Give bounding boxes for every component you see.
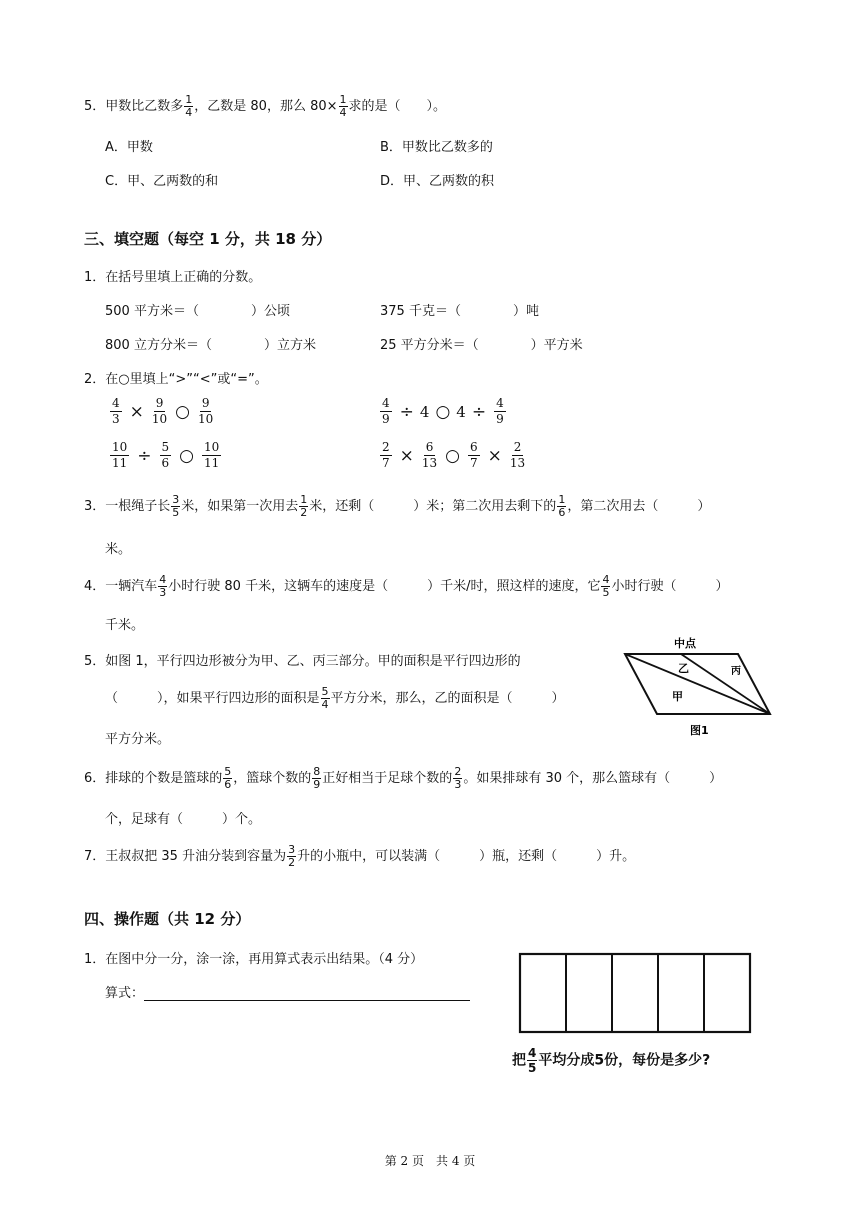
q5-choice-stem	[84, 94, 446, 119]
numerator: 3	[288, 843, 296, 856]
fill-q4	[84, 574, 728, 599]
times-sign: ×	[129, 401, 144, 422]
compare-1	[108, 396, 215, 427]
figure-label-jia: 甲	[672, 690, 683, 703]
fraction	[160, 440, 172, 471]
op-q1: 1．在图中分一分，涂一涂，再用算式表示出结果。（4 分）	[84, 952, 424, 967]
figure-label-bing: 丙	[731, 666, 741, 677]
q6-text-d: 。如果排球有 30 个，那么篮球有（ ）	[463, 771, 723, 786]
denominator: 10	[198, 412, 214, 426]
denominator: 7	[382, 456, 390, 470]
denominator: 9	[313, 778, 321, 791]
numerator: 9	[155, 396, 164, 410]
q4-text-b: 小时行驶 80 千米，这辆车的速度是（ ）千米/时，照这样的速度，它	[168, 579, 601, 594]
compare-circle[interactable]: ○	[179, 445, 195, 466]
q5-text-c: 求的是（ ）。	[348, 99, 447, 114]
q5-text-b: （ ），如果平行四边形的面积是	[105, 691, 320, 706]
numerator: 8	[313, 765, 321, 778]
fraction	[299, 494, 308, 519]
times-sign: ×	[399, 445, 414, 466]
compare-circle[interactable]: ○	[445, 445, 461, 466]
denominator: 5	[528, 1061, 537, 1075]
fraction	[152, 396, 167, 427]
option-a: A．甲数	[105, 140, 153, 155]
numerator: 4	[112, 396, 120, 410]
figure-caption: 图1	[690, 724, 709, 737]
numerator: 10	[204, 440, 220, 454]
q3-text-d: ，第二次用去（ ）	[567, 499, 711, 514]
denominator: 13	[421, 456, 438, 470]
numerator: 4	[496, 396, 504, 410]
numerator: 2	[382, 440, 390, 454]
fraction	[198, 396, 213, 427]
fill-q7	[84, 844, 635, 869]
denominator: 5	[602, 586, 610, 599]
fraction	[422, 440, 437, 471]
numerator: 3	[172, 493, 180, 506]
denominator: 5	[172, 506, 180, 519]
q3-text-e: 米。	[105, 542, 132, 557]
denominator: 10	[151, 412, 168, 426]
five-part-box[interactable]	[516, 950, 754, 1036]
numerator: 10	[112, 440, 128, 454]
numerator: 4	[528, 1046, 537, 1060]
fraction	[223, 766, 232, 791]
fill-q5	[105, 686, 565, 711]
fill-q6	[84, 766, 722, 791]
numerator: 6	[425, 440, 434, 454]
figure-label-midpoint: 中点	[674, 637, 696, 650]
box-outline	[520, 954, 750, 1032]
fill-q1-c: 800 立方分米＝（ ）立方米	[105, 338, 316, 353]
compare-circle[interactable]: ○	[435, 401, 451, 422]
numerator: 1	[185, 93, 193, 106]
divide-sign: ÷	[399, 401, 414, 422]
divide-sign: ÷	[471, 401, 487, 422]
denominator: 4	[185, 106, 193, 119]
caption-text-a: 把	[512, 1052, 526, 1069]
fraction	[184, 94, 193, 119]
fill-q1: 1．在括号里填上正确的分数。	[84, 270, 262, 285]
numerator: 5	[161, 440, 170, 454]
section-4-title: 四、操作题（共 12 分）	[84, 910, 251, 928]
section-3-title: 三、填空题（每空 1 分，共 18 分）	[84, 230, 332, 248]
denominator: 6	[558, 506, 566, 519]
numerator: 5	[224, 765, 232, 778]
answer-blank[interactable]	[144, 986, 470, 1001]
fraction	[494, 396, 506, 427]
q6-text-e: 个，足球有（ ）个。	[105, 812, 262, 827]
formula-label: 算式：	[105, 986, 145, 1001]
fill-q1-b: 375 千克＝（ ）吨	[380, 304, 539, 319]
q4-text-c: 小时行驶（ ）	[611, 579, 729, 594]
times-sign: ×	[487, 445, 502, 466]
numerator: 6	[470, 440, 478, 454]
numerator: 4	[602, 573, 610, 586]
caption-text-b: 平均分成5份，每份是多少?	[538, 1052, 711, 1069]
fill-q3	[84, 494, 710, 519]
q4-text-d: 千米。	[105, 618, 145, 633]
denominator: 2	[288, 856, 296, 869]
compare-circle[interactable]: ○	[175, 401, 191, 422]
denominator: 4	[321, 698, 329, 711]
numerator: 2	[513, 440, 522, 454]
divide-sign: ÷	[137, 445, 152, 466]
formula-line	[105, 982, 470, 1001]
numerator: 1	[339, 93, 347, 106]
fraction	[312, 766, 321, 791]
q5-text-c: 平方分米，那么，乙的面积是（ ）	[330, 691, 565, 706]
midpoint-line	[681, 654, 770, 714]
denominator: 3	[112, 412, 120, 426]
fraction	[557, 494, 566, 519]
fraction	[171, 494, 180, 519]
fraction	[110, 396, 122, 427]
q3-text-c: 米，还剩（ ）米；第二次用去剩下的	[309, 499, 557, 514]
fraction	[510, 440, 525, 471]
q3-text-a: 3．一根绳子长	[84, 499, 171, 514]
fraction	[380, 396, 392, 427]
q5-text-a: 5．如图 1，平行四边形被分为甲、乙、丙三部分。甲的面积是平行四边形的	[84, 654, 521, 669]
denominator: 9	[496, 412, 504, 426]
option-d: D．甲、乙两数的积	[380, 174, 495, 189]
denominator: 9	[382, 412, 390, 426]
denominator: 11	[112, 456, 128, 470]
fraction	[110, 440, 129, 471]
number: 4	[419, 402, 430, 421]
compare-4	[378, 440, 527, 471]
denominator: 13	[509, 456, 526, 470]
fraction	[202, 440, 221, 471]
q6-text-c: 正好相当于足球个数的	[322, 771, 453, 786]
denominator: 7	[470, 456, 478, 470]
denominator: 2	[300, 506, 308, 519]
q6-text-a: 6．排球的个数是篮球的	[84, 771, 223, 786]
q5-text-b: ，乙数是 80，那么 80×	[194, 99, 338, 114]
q5-text-a: 5．甲数比乙数多	[84, 99, 184, 114]
denominator: 3	[454, 778, 462, 791]
number: 4	[456, 402, 466, 421]
numerator: 4	[382, 396, 390, 410]
denominator: 11	[204, 456, 220, 470]
page-footer: 第 2 页 共 4 页	[384, 1154, 476, 1168]
box-caption	[512, 1046, 710, 1075]
fill-q1-d: 25 平方分米＝（ ）平方米	[380, 338, 583, 353]
figure-1-parallelogram	[620, 632, 780, 742]
denominator: 3	[159, 586, 167, 599]
denominator: 6	[161, 456, 170, 470]
figure-label-yi: 乙	[678, 662, 689, 675]
fill-q1-a: 500 平方米＝（ ）公顷	[105, 304, 290, 319]
fraction	[287, 844, 296, 869]
fraction	[158, 574, 167, 599]
fraction	[468, 440, 480, 471]
q6-text-b: ，篮球个数的	[233, 771, 312, 786]
numerator: 5	[321, 685, 329, 698]
numerator: 4	[159, 573, 167, 586]
option-b: B．甲数比乙数多的	[380, 140, 493, 155]
q7-text-a: 7．王叔叔把 35 升油分装到容量为	[84, 849, 287, 864]
q3-text-b: 米，如果第一次用去	[181, 499, 299, 514]
numerator: 1	[558, 493, 566, 506]
q5-text-d: 平方分米。	[105, 732, 171, 747]
compare-2	[378, 396, 508, 427]
denominator: 6	[224, 778, 232, 791]
q4-text-a: 4．一辆汽车	[84, 579, 158, 594]
numerator: 9	[201, 396, 210, 410]
denominator: 4	[339, 106, 347, 119]
option-c: C．甲、乙两数的和	[105, 174, 219, 189]
fraction	[527, 1046, 537, 1075]
compare-3	[108, 440, 223, 471]
diagonal-line	[625, 654, 770, 714]
numerator: 2	[454, 765, 462, 778]
fraction	[453, 766, 462, 791]
fraction	[339, 94, 348, 119]
fill-q2: 2．在○里填上“>”“<”或“=”。	[84, 372, 268, 387]
fraction	[601, 574, 610, 599]
q7-text-b: 升的小瓶中，可以装满（ ）瓶，还剩（ ）升。	[297, 849, 636, 864]
fraction	[380, 440, 392, 471]
numerator: 1	[300, 493, 308, 506]
fraction	[321, 686, 330, 711]
